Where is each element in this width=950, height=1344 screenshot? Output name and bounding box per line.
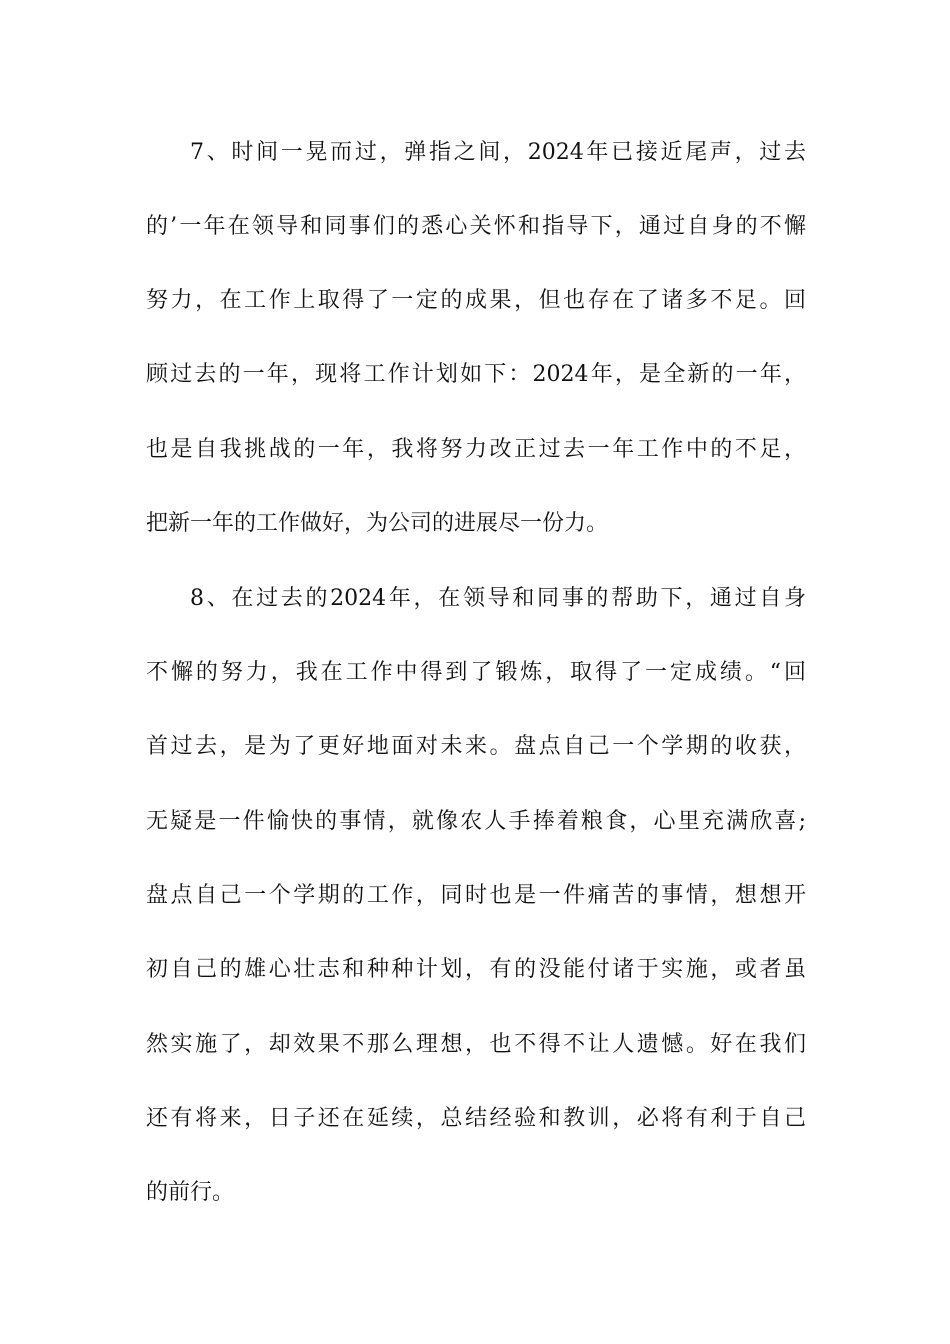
paragraph-8-line-7: 然实施了，却效果不那么理想，也不得不让人遗憾。好在我们 [146,1032,806,1057]
paragraph-8-line-4: 无疑是一件愉快的事情，就像农人手捧着粮食，心里充满欣喜; [146,809,806,834]
paragraph-7-line-3: 努力，在工作上取得了一定的成果，但也存在了诸多不足。回 [146,288,806,313]
paragraph-7-line-1: 7、时间一晃而过，弹指之间，2024年已接近尾声，过去 [190,140,806,165]
paragraph-7-line-2: 的’一年在领导和同事们的悉心关怀和指导下，通过自身的不懈 [146,214,806,239]
paragraph-7-line-6: 把新一年的工作做好，为公司的进展尽一份力。 [146,511,609,536]
paragraph-8-line-5: 盘点自己一个学期的工作，同时也是一件痛苦的事情，想想开 [146,883,806,908]
paragraph-8-line-2: 不懈的努力，我在工作中得到了锻炼，取得了一定成绩。“回 [146,660,806,685]
paragraph-8-line-6: 初自己的雄心壮志和种种计划，有的没能付诸于实施，或者虽 [146,957,806,982]
paragraph-8-line-9: 的前行。 [146,1180,235,1205]
paragraph-8-line-1: 8、在过去的2024年，在领导和同事的帮助下，通过自身 [190,586,806,611]
paragraph-7-line-4: 顾过去的一年，现将工作计划如下：2024年，是全新的一年， [146,362,806,387]
paragraph-8-line-8: 还有将来，日子还在延续，总结经验和教训，必将有利于自己 [146,1106,806,1131]
paragraph-7-line-5: 也是自我挑战的一年，我将努力改正过去一年工作中的不足， [146,437,806,462]
paragraph-8-line-3: 首过去，是为了更好地面对未来。盘点自己一个学期的收获， [146,734,806,759]
